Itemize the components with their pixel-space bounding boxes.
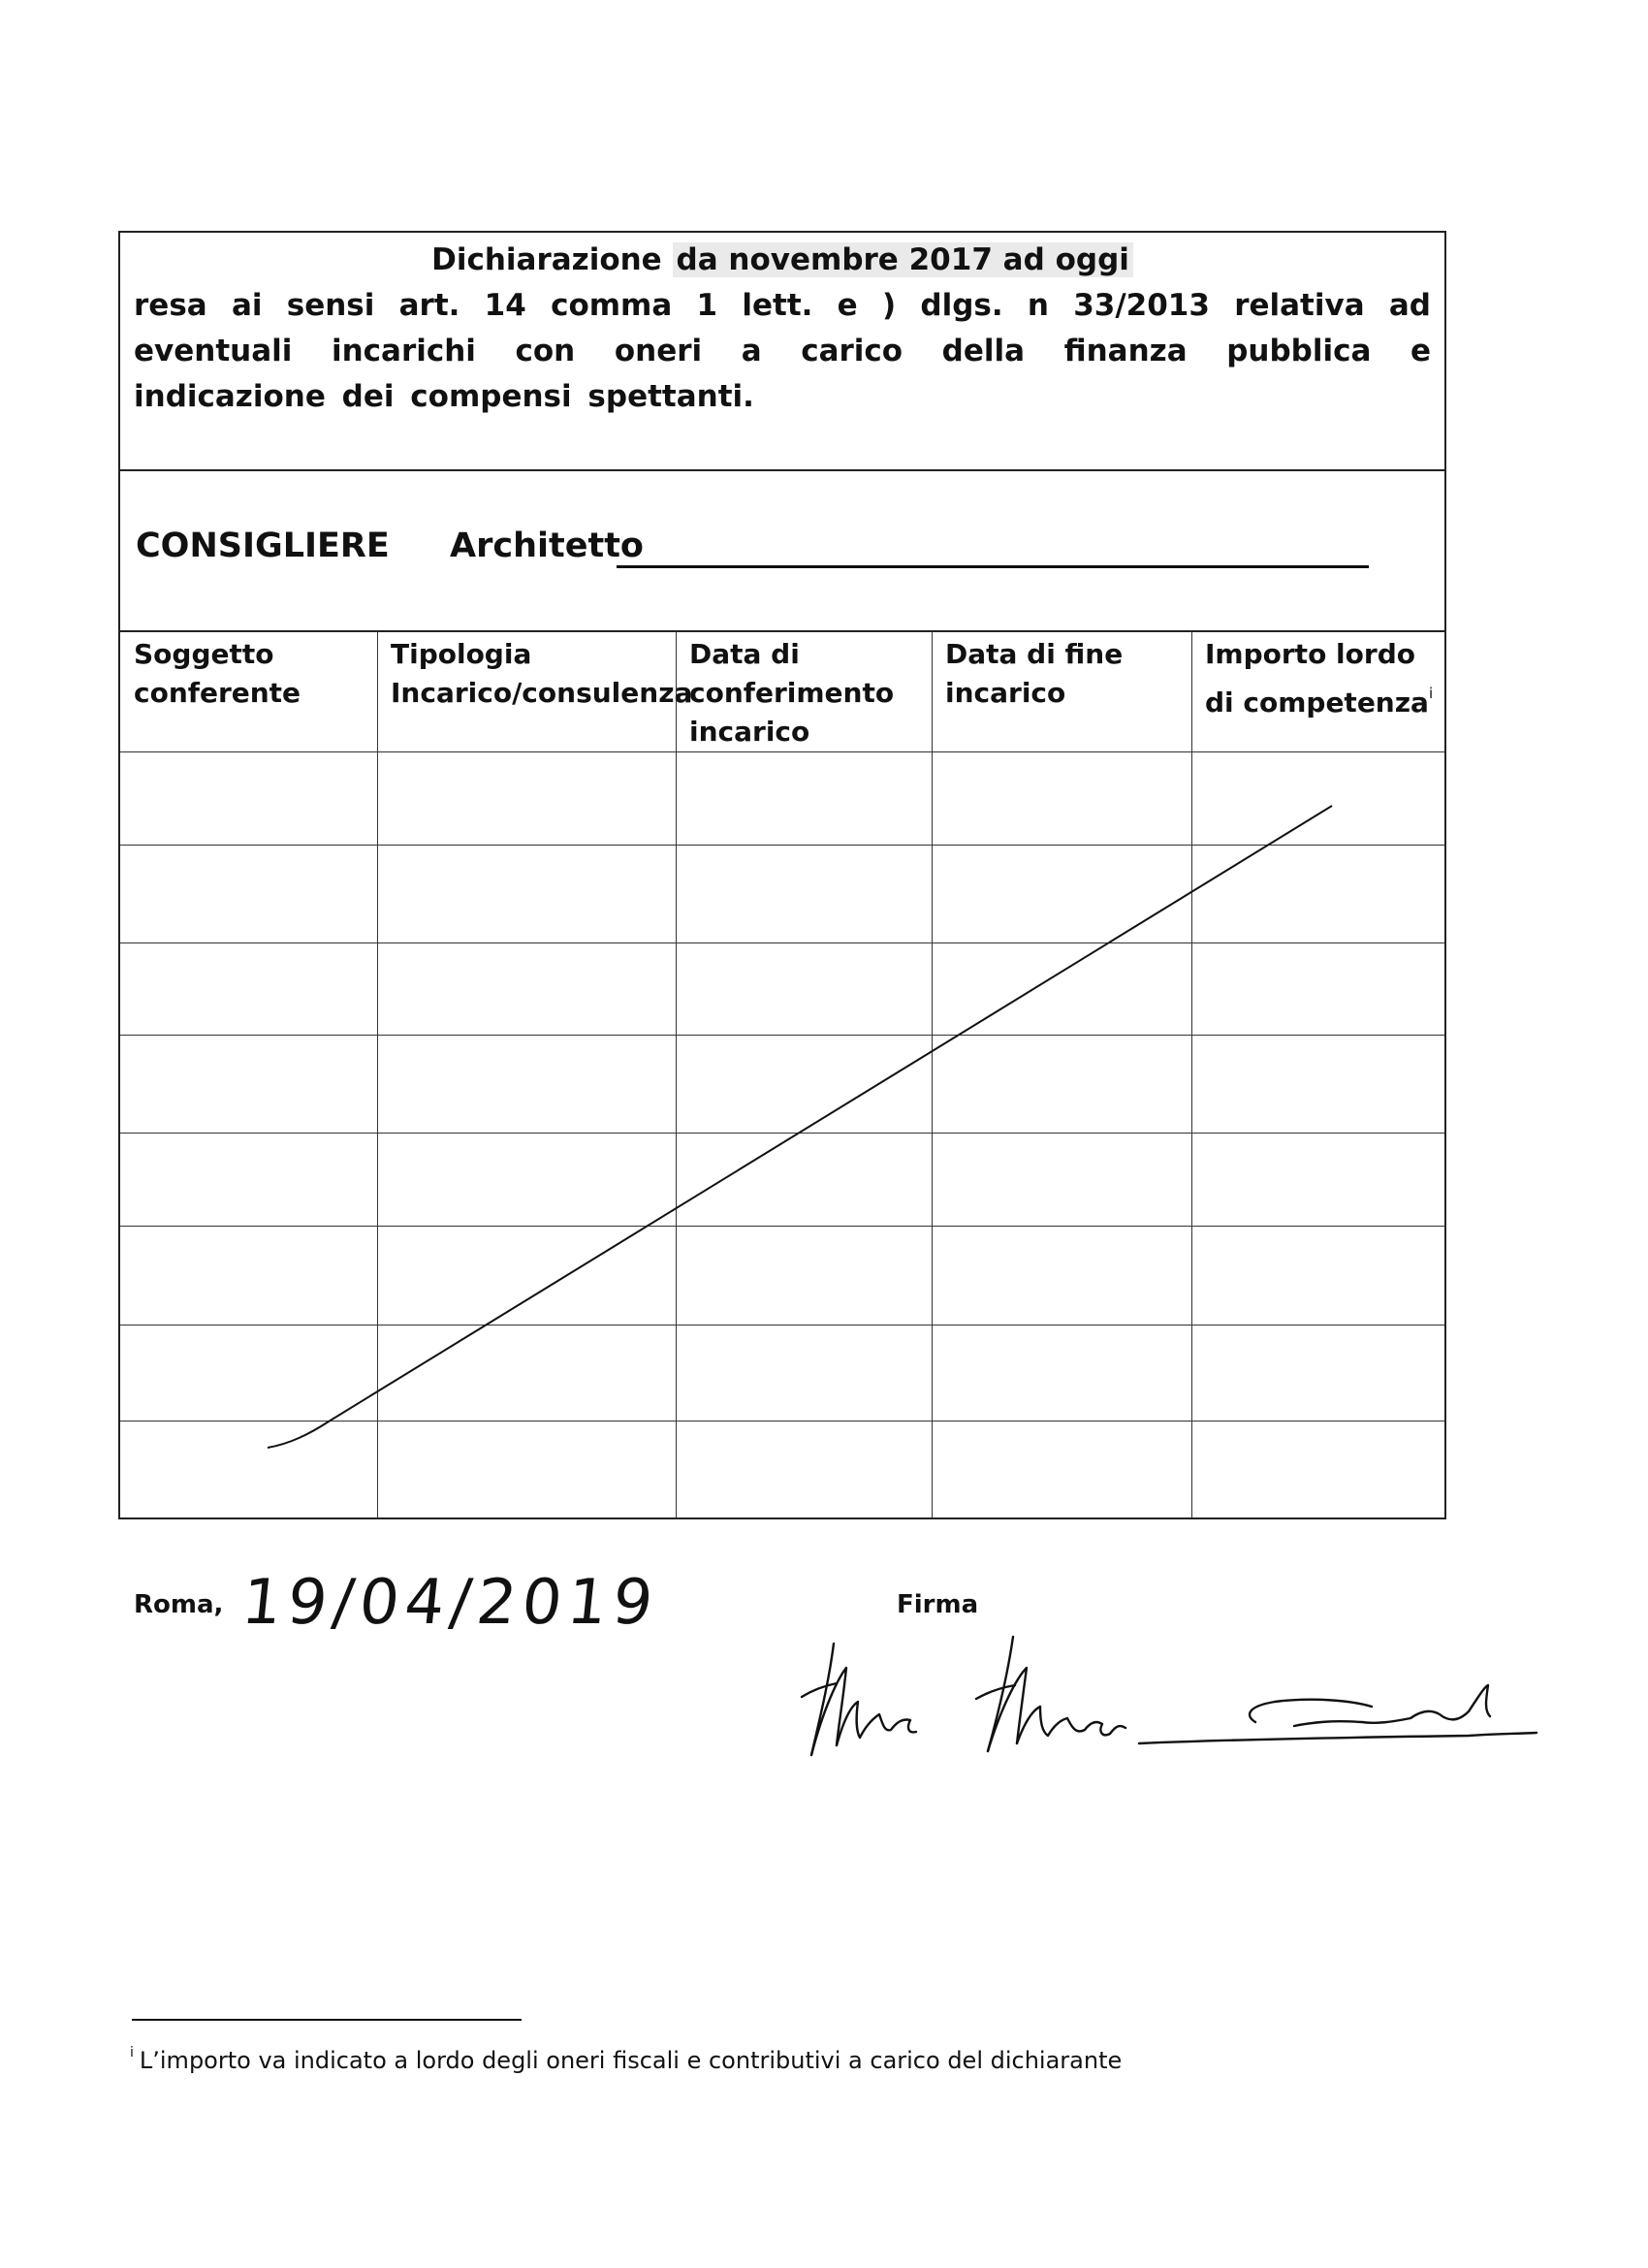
name-blank-line [617,565,1369,568]
role-section [118,470,1446,632]
title-prefix: Dichiarazione [431,242,662,277]
footnote-text: L’importo va indicato a lordo degli oneri fiscali e contributivi a carico del dichiarante [139,2047,1123,2074]
crossed-out-stroke [120,631,1448,1519]
document-subtitle: resa ai sensi art. 14 comma 1 lett. e ) dlgs. n 33/2013 relativa ad eventuali incarichi con oneri a carico della finanza pubblica e indicazione dei compensi spettanti. [134,288,1431,414]
footnote-number: i [130,2045,134,2060]
role-line [136,525,644,567]
assignments-table [118,631,1446,1519]
handwritten-signature [790,1629,1566,1774]
signature-label: Firma [897,1590,979,1619]
footnote [130,2036,1122,2077]
column-header-subject: Soggetto conferente [134,638,301,709]
column-header-type: Tipologia Incarico/consulenza [391,638,693,709]
declaration-header [118,231,1446,471]
place-label: Roma, [134,1590,224,1619]
footnote-separator [132,2019,522,2021]
document-title [120,239,1444,281]
column-header-end-date: Data di fine incarico [945,638,1124,709]
column-header-amount: Importo lordo di competenza$^i$ [1205,638,1434,719]
role-qualification: Architetto [449,527,644,565]
title-period: da novembre 2017 ad oggi [673,242,1133,277]
role-title: CONSIGLIERE [136,527,390,565]
footnote-marker: i [1428,685,1434,702]
handwritten-date: 19/04/2019 [238,1567,662,1639]
column-header-start-date: Data di conferimento incarico [689,638,895,748]
